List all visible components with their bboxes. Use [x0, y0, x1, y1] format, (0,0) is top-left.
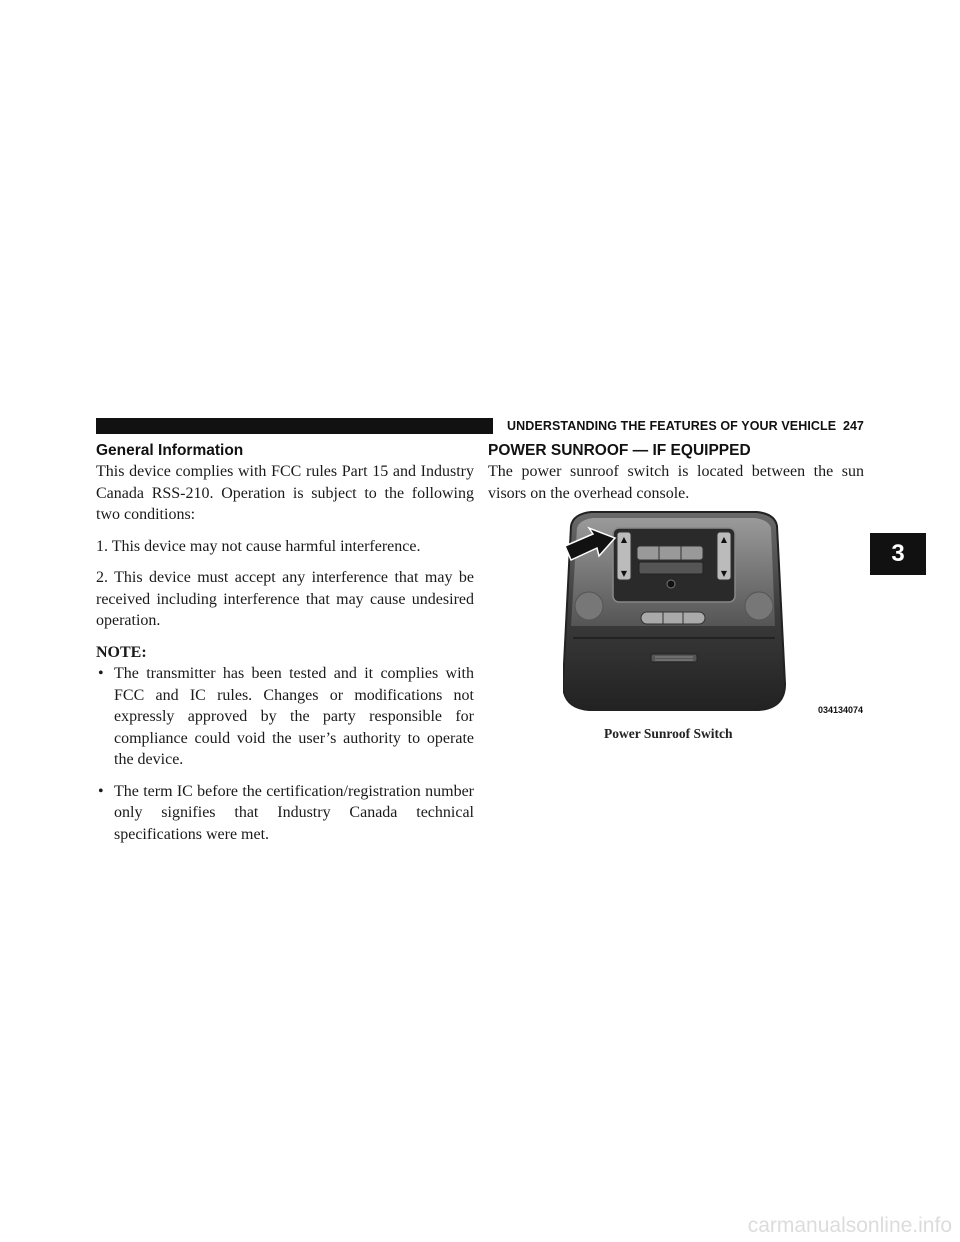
note-item: [96, 781, 474, 846]
power-sunroof-heading: POWER SUNROOF — IF EQUIPPED: [488, 442, 751, 459]
svg-text:▼: ▼: [620, 569, 628, 578]
left-column: [96, 441, 474, 855]
note-list: [96, 663, 474, 845]
svg-text:▲: ▲: [620, 535, 628, 544]
figure-caption: Power Sunroof Switch: [604, 726, 733, 741]
header-rule: [96, 418, 493, 434]
note-item: [96, 663, 474, 771]
svg-text:▲: ▲: [720, 535, 728, 544]
intro-paragraph: This device complies with FCC rules Part 15 and Industry Canada RSS-210. Operation is subject to the following two conditions:: [96, 463, 474, 523]
watermark: carmanualsonline.info: [747, 1214, 952, 1237]
condition-1: 1. This device may not cause harmful interference.: [96, 537, 421, 555]
note-text: The transmitter has been tested and it complies with FCC and IC rules. Changes or modifications not expressly approved by the party responsible for compliance could void the user’s authority to operate the device.: [114, 665, 474, 768]
note-text: The term IC before the certification/registration number only signifies that Industry Canada technical specifications were met.: [114, 782, 474, 843]
sunroof-paragraph: The power sunroof switch is located between the sun visors on the overhead console.: [488, 463, 864, 502]
bullet-icon: •: [98, 665, 104, 682]
svg-text:▼: ▼: [720, 569, 728, 578]
overhead-console-figure: [563, 508, 863, 740]
page-number: 247: [843, 419, 864, 433]
condition-2: 2. This device must accept any interference that may be received including interference that may cause undesired operation.: [96, 569, 474, 629]
section-title: UNDERSTANDING THE FEATURES OF YOUR VEHICLE: [507, 419, 837, 433]
bullet-icon: •: [98, 782, 104, 800]
figure-code: 034134074: [817, 705, 863, 715]
note-label: NOTE:: [96, 643, 147, 661]
chapter-tab: 3: [870, 533, 926, 575]
right-column: [488, 441, 864, 514]
general-information-heading: General Information: [96, 442, 244, 459]
